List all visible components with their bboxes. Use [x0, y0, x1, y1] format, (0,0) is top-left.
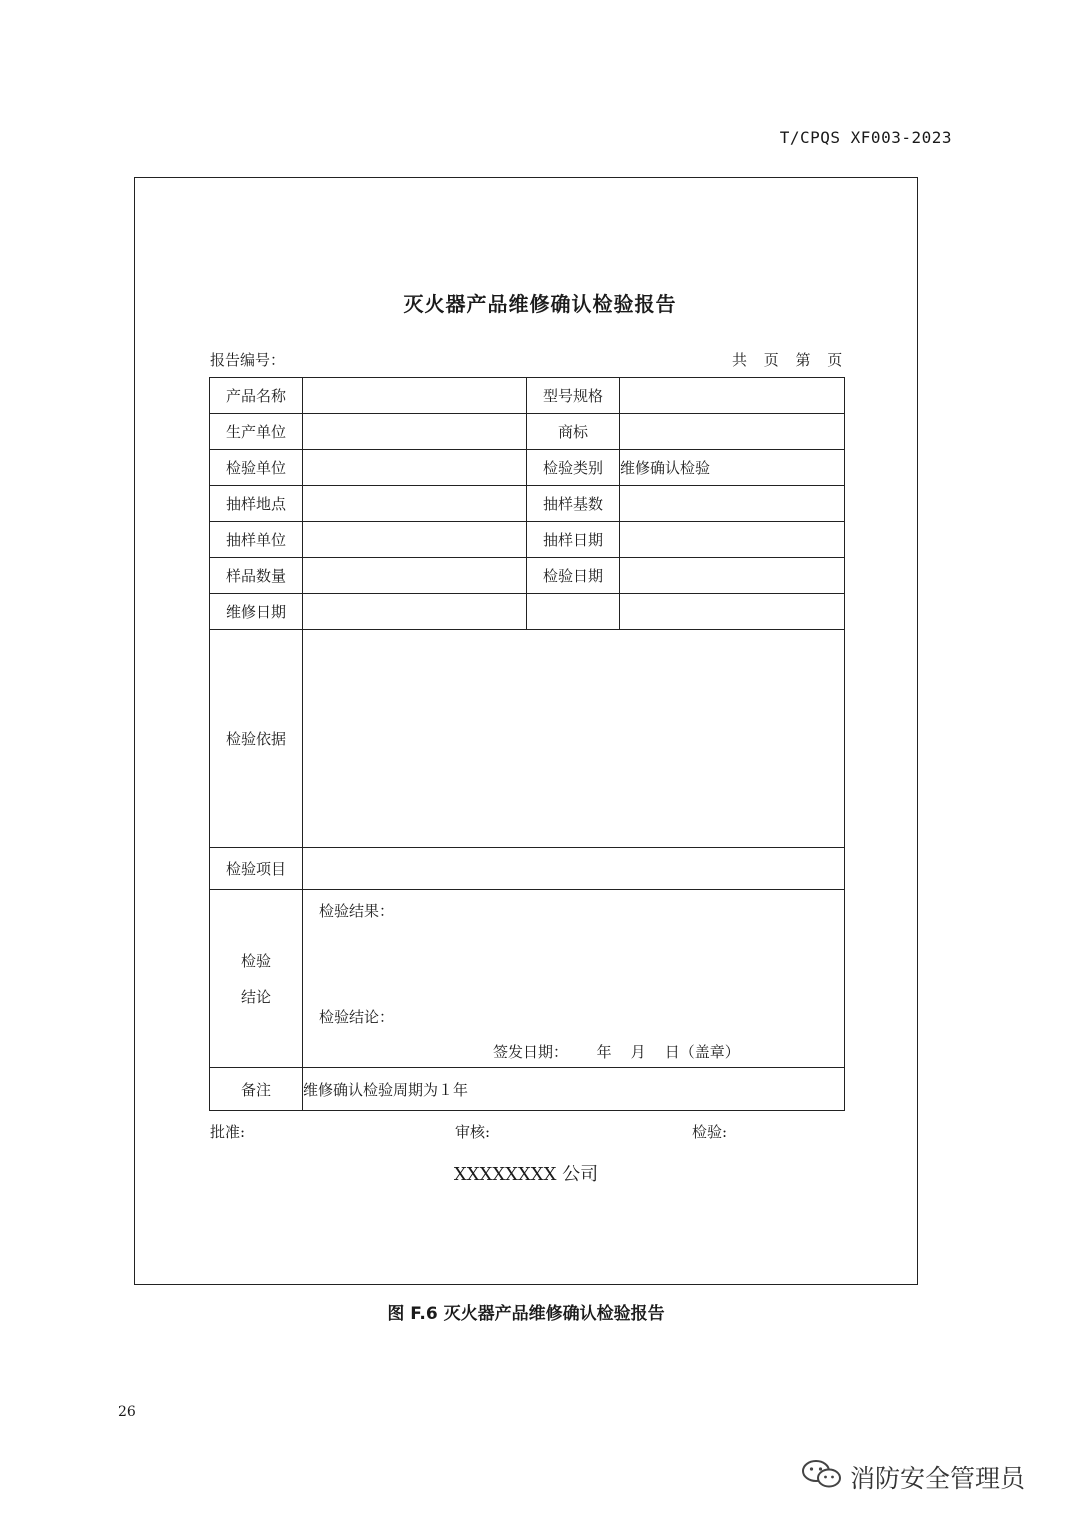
field-label: 抽样地点 [210, 486, 303, 522]
sign-date: 签发日期： 年 月 日（盖章） [493, 1043, 740, 1061]
conclusion-text-label: 检验结论： [319, 1008, 395, 1026]
field-label: 检验单位 [210, 450, 303, 486]
watermark [800, 1458, 1025, 1496]
result-label: 检验结果： [319, 902, 395, 920]
report-form-table [209, 377, 845, 1111]
table-row [210, 630, 845, 848]
table-row [210, 1068, 845, 1111]
report-number-label: 报告编号： [210, 351, 286, 369]
table-row [210, 558, 845, 594]
field-value[interactable] [303, 522, 527, 558]
field-value[interactable] [620, 522, 845, 558]
field-value[interactable] [303, 558, 527, 594]
table-row [210, 414, 845, 450]
field-value[interactable] [303, 486, 527, 522]
field-value[interactable] [303, 594, 527, 630]
field-label: 生产单位 [210, 414, 303, 450]
page-count: 共 页 第 页 [732, 351, 843, 369]
field-label: 型号规格 [527, 378, 620, 414]
table-row [210, 522, 845, 558]
field-label: 抽样单位 [210, 522, 303, 558]
remark-label: 备注 [210, 1068, 303, 1111]
page-number: 26 [118, 1404, 136, 1420]
field-value[interactable]: 维修确认检验 [620, 450, 845, 486]
table-row [210, 890, 845, 1068]
watermark-text: 消防安全管理员 [850, 1464, 1026, 1493]
field-label: 样品数量 [210, 558, 303, 594]
field-label: 维修日期 [210, 594, 303, 630]
field-label: 检验类别 [527, 450, 620, 486]
field-label: 产品名称 [210, 378, 303, 414]
inspection-items-label: 检验项目 [210, 848, 303, 890]
field-value[interactable] [303, 450, 527, 486]
field-value[interactable] [620, 594, 845, 630]
inspect-label: 检验: [692, 1123, 728, 1141]
field-label: 商标 [527, 414, 620, 450]
field-value[interactable] [303, 378, 527, 414]
table-row [210, 594, 845, 630]
approve-label: 批准: [210, 1123, 246, 1141]
field-label: 抽样日期 [527, 522, 620, 558]
conclusion-label [210, 890, 303, 1068]
inspection-items-value[interactable] [303, 848, 845, 890]
conclusion-label-line1: 检验 [240, 951, 271, 970]
field-value[interactable] [620, 486, 845, 522]
inspection-basis-value[interactable] [303, 630, 845, 848]
review-label: 审核: [455, 1123, 491, 1141]
field-value[interactable] [303, 414, 527, 450]
inspection-basis-label: 检验依据 [210, 630, 303, 848]
field-label [527, 594, 620, 630]
field-label: 检验日期 [527, 558, 620, 594]
standard-code: T/CPQS XF003-2023 [779, 128, 952, 147]
report-title: 灭火器产品维修确认检验报告 [403, 292, 677, 316]
remark-value: 维修确认检验周期为１年 [303, 1068, 845, 1111]
table-row [210, 486, 845, 522]
field-value[interactable] [620, 558, 845, 594]
field-value[interactable] [620, 414, 845, 450]
table-row [210, 450, 845, 486]
table-row [210, 848, 845, 890]
wechat-icon [800, 1458, 844, 1496]
company-name: XXXXXXXX 公司 [453, 1164, 599, 1185]
conclusion-cell[interactable] [303, 890, 845, 1068]
conclusion-label-line2: 结论 [240, 987, 271, 1006]
table-row [210, 378, 845, 414]
figure-caption: 图 F.6 灭火器产品维修确认检验报告 [387, 1304, 665, 1324]
field-label: 抽样基数 [527, 486, 620, 522]
field-value[interactable] [620, 378, 845, 414]
